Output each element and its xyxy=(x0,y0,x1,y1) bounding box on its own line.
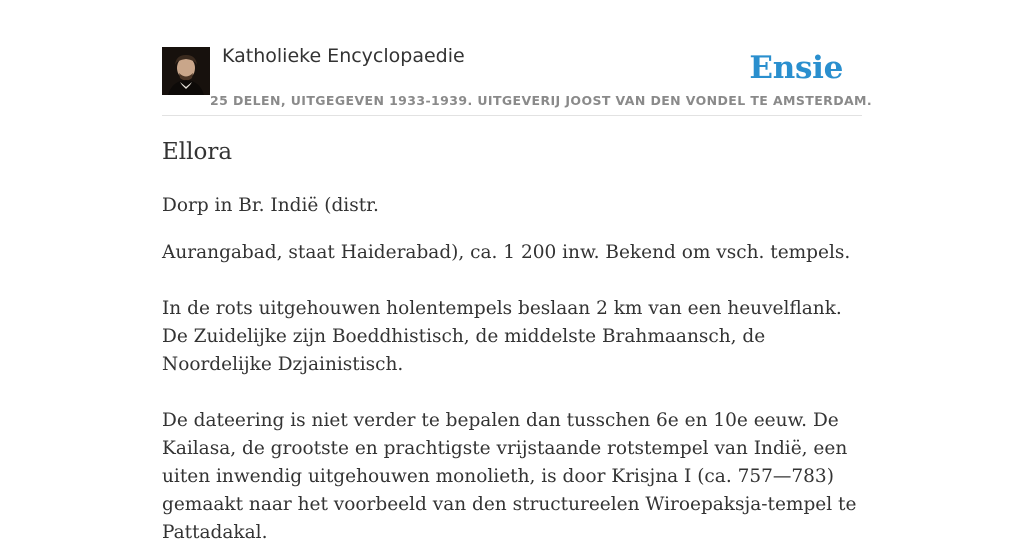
entry-paragraph: Aurangabad, staat Haiderabad), ca. 1 200 inw. Bekend om vsch. tempels. xyxy=(162,242,851,263)
source-avatar[interactable] xyxy=(162,47,210,95)
portrait-avatar-icon xyxy=(162,47,210,95)
entry-paragraph: In de rots uitgehouwen holentempels beslaan 2 km van een heuvelflank. De Zuidelijke zijn Boeddhistisch, de middelste Brahmaansch, de Noordelijke Dzjainistisch. xyxy=(162,298,842,375)
source-subtitle: 25 DELEN, UITGEGEVEN 1933-1939. UITGEVERIJ JOOST VAN DEN VONDEL TE AMSTERDAM. xyxy=(210,93,873,108)
source-title[interactable]: Katholieke Encyclopaedie xyxy=(222,45,465,67)
page-container xyxy=(162,0,873,543)
entry-paragraph: De dateering is niet verder te bepalen dan tusschen 6e en 10e eeuw. De Kailasa, de grootste en prachtigste vrijstaande rotstempel van Indië, een uiten inwendig uitgehouwen monolieth, is door Krisjna I (ca. 757—783) gemaakt naar het voorbeeld van den structureelen Wiroepaksja-tempel te Pattadakal. xyxy=(162,410,857,543)
entry-paragraph: Dorp in Br. Indië (distr. xyxy=(162,195,379,216)
source-header xyxy=(162,0,873,116)
ensie-logo-link[interactable]: Ensie xyxy=(749,50,843,86)
entry-title: Ellora xyxy=(162,139,233,165)
